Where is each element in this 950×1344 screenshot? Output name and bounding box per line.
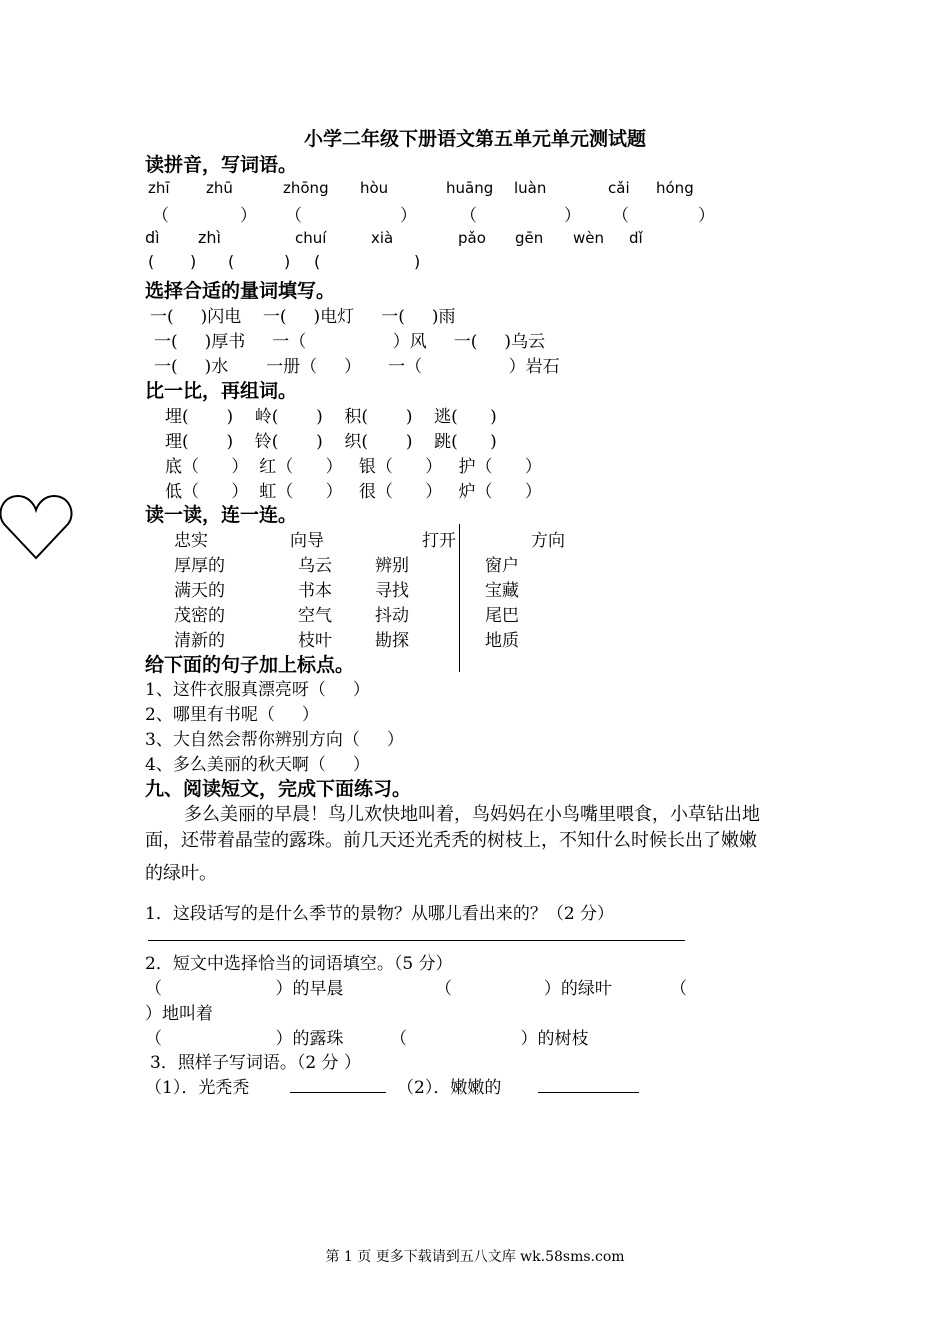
blank-close: ） xyxy=(698,206,715,226)
passage-line: 的绿叶。 xyxy=(145,863,217,884)
pinyin: pǎo xyxy=(458,229,486,247)
punctuation-item: 2、哪里有书呢（ ） xyxy=(145,705,319,725)
match-word: 枝叶 xyxy=(298,631,332,651)
blank-close: ） xyxy=(564,206,581,226)
match-word: 清新的 xyxy=(174,631,225,651)
fill-blank: （ ）的露珠 xyxy=(145,1029,344,1049)
pinyin: hòu xyxy=(360,179,389,197)
match-word: 厚厚的 xyxy=(174,556,225,576)
match-word: 方向 xyxy=(531,531,565,551)
blank-open: （ xyxy=(612,206,629,226)
heart-icon xyxy=(0,494,76,562)
match-word: 乌云 xyxy=(298,556,332,576)
compare-line: 低（ ） 虹（ ） 很（ ） 炉（ ） xyxy=(165,482,542,502)
pinyin: xià xyxy=(371,229,394,247)
answer-line xyxy=(148,940,685,941)
pinyin: dǐ xyxy=(629,229,643,247)
fill-blank: （ xyxy=(670,979,687,999)
page-footer: 第 1 页 更多下载请到五八文库 wk.58sms.com xyxy=(325,1249,625,1265)
pinyin: gēn xyxy=(515,229,544,247)
pinyin: hóng xyxy=(656,179,694,197)
punctuation-item: 3、大自然会帮你辨别方向（ ） xyxy=(145,730,404,750)
blank-open: （ xyxy=(460,206,477,226)
pinyin: huāng xyxy=(446,179,494,197)
match-word: 向导 xyxy=(290,531,324,551)
pinyin: zhī xyxy=(148,179,170,197)
example-word: （1）．光秃秃 xyxy=(145,1078,250,1098)
match-word: 打开 xyxy=(422,531,456,551)
match-word: 尾巴 xyxy=(485,606,519,626)
fill-blank: （ ）的绿叶 xyxy=(435,979,612,999)
section6-heading: 九、阅读短文，完成下面练习。 xyxy=(145,778,412,800)
section5-heading: 给下面的句子加上标点。 xyxy=(145,654,355,676)
compare-line: 理( ) 铃( ) 织( ) 跳( ) xyxy=(165,432,497,452)
compare-line: 埋( ) 岭( ) 积( ) 逃( ) xyxy=(165,407,497,427)
blank-open: ( xyxy=(228,252,235,271)
question-1: 1．这段话写的是什么季节的景物？从哪儿看出来的？（2 分） xyxy=(145,904,615,924)
match-word: 忠实 xyxy=(174,531,208,551)
pinyin: luàn xyxy=(514,179,547,197)
match-word: 书本 xyxy=(298,581,332,601)
page-title: 小学二年级下册语文第五单元单元测试题 xyxy=(303,128,646,150)
blank-open: ( xyxy=(148,252,155,271)
pinyin: chuí xyxy=(295,229,327,247)
pinyin: zhì xyxy=(198,228,221,247)
match-word: 辨别 xyxy=(375,556,409,576)
match-word: 空气 xyxy=(298,606,332,626)
passage-line: 多么美丽的早晨！鸟儿欢快地叫着，鸟妈妈在小鸟嘴里喂食，小草钻出地 xyxy=(184,804,760,825)
divider xyxy=(459,524,460,672)
match-word: 地质 xyxy=(485,631,519,651)
compare-line: 底（ ） 红（ ） 银（ ） 护（ ） xyxy=(165,457,542,477)
blank-open: ( xyxy=(314,252,321,271)
match-word: 寻找 xyxy=(375,581,409,601)
pinyin: cǎi xyxy=(608,179,630,197)
blank-close: ） xyxy=(400,206,417,226)
pinyin: zhōng xyxy=(283,179,329,197)
match-word: 宝藏 xyxy=(485,581,519,601)
question-3: 3．照样子写词语。（2 分 ） xyxy=(150,1053,361,1073)
blank-open: （ xyxy=(285,206,302,226)
blank-close: ) xyxy=(414,252,421,271)
match-word: 茂密的 xyxy=(174,606,225,626)
blank-close: ) xyxy=(190,252,197,271)
measure-word-line: 一( )水 一册（ ） 一（ ）岩石 xyxy=(154,357,560,377)
passage-line: 面，还带着晶莹的露珠。前几天还光秃秃的树枝上，不知什么时候长出了嫩嫩 xyxy=(145,830,757,851)
measure-word-line: 一( )闪电 一( )电灯 一( )雨 xyxy=(150,307,456,327)
match-word: 勘探 xyxy=(375,631,409,651)
example-word: （2）．嫩嫩的 xyxy=(397,1078,502,1098)
pinyin: wèn xyxy=(573,229,605,247)
answer-line xyxy=(538,1092,639,1093)
blank-close: ) xyxy=(284,252,291,271)
fill-blank: （ ）的树枝 xyxy=(390,1029,589,1049)
measure-word-line: 一( )厚书 一（ ）风 一( )乌云 xyxy=(154,332,546,352)
punctuation-item: 4、多么美丽的秋天啊（ ） xyxy=(145,755,370,775)
blank-close: ） xyxy=(240,206,257,226)
section1-heading: 读拼音，写词语。 xyxy=(145,154,298,176)
match-word: 满天的 xyxy=(174,581,225,601)
section3-heading: 比一比，再组词。 xyxy=(145,380,298,402)
section2-heading: 选择合适的量词填写。 xyxy=(145,280,336,302)
pinyin: zhū xyxy=(206,179,233,197)
answer-line xyxy=(290,1092,386,1093)
question-2: 2．短文中选择恰当的词语填空。（5 分） xyxy=(145,954,453,974)
blank-open: （ xyxy=(152,206,169,226)
section4-heading: 读一读，连一连。 xyxy=(145,504,298,526)
match-word: 抖动 xyxy=(375,606,409,626)
punctuation-item: 1、这件衣服真漂亮呀（ ） xyxy=(145,680,370,700)
fill-blank: （ ）的早晨 xyxy=(145,979,344,999)
match-word: 窗户 xyxy=(485,556,519,576)
fill-blank: ）地叫着 xyxy=(145,1004,213,1024)
pinyin: dì xyxy=(145,228,160,247)
